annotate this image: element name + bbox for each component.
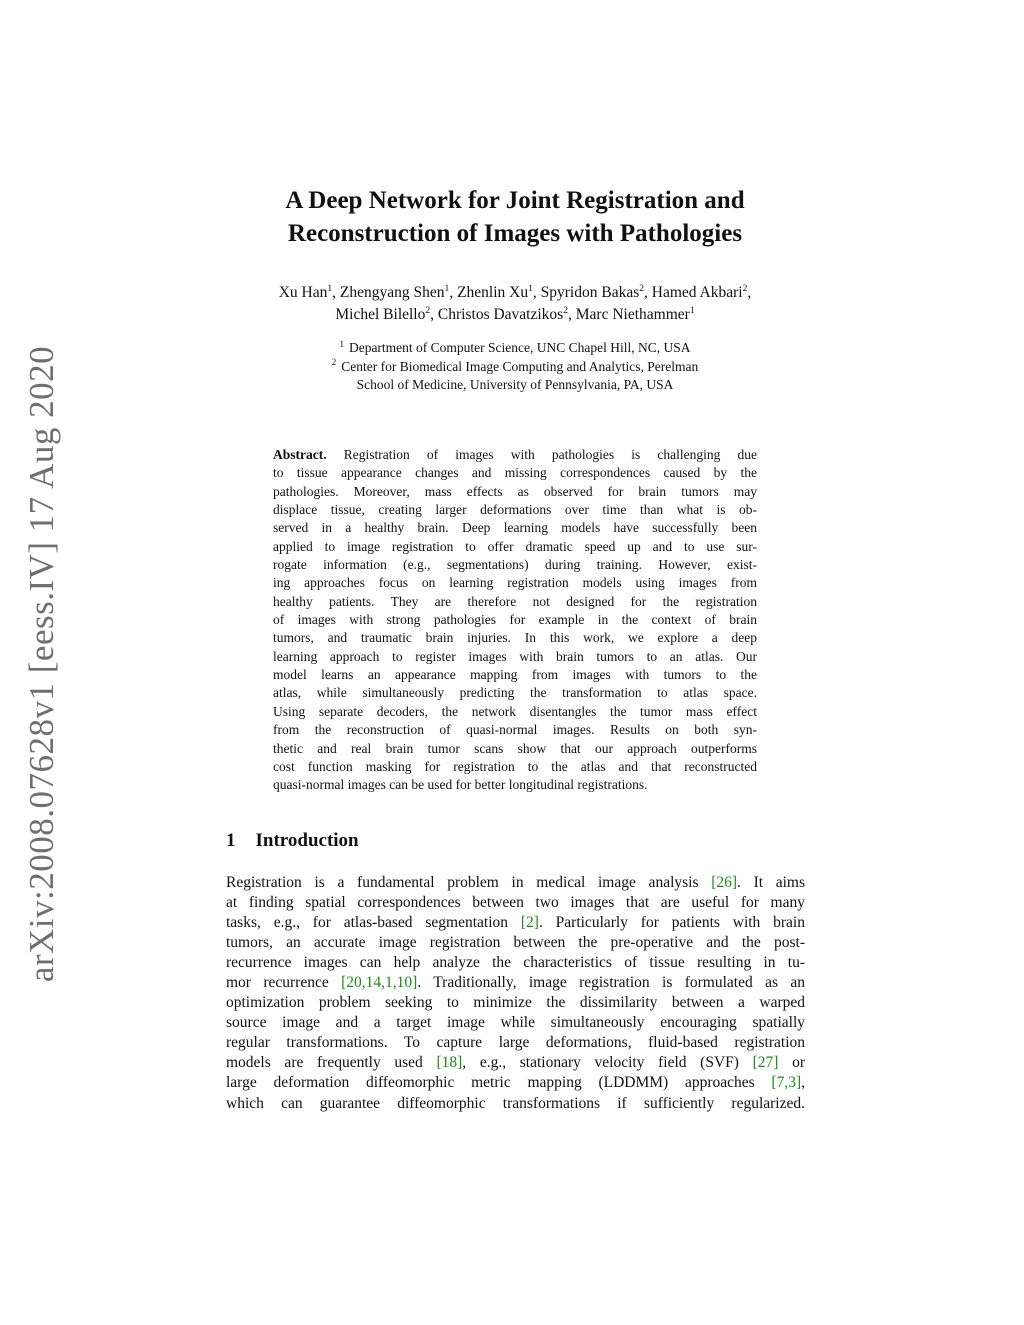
section-heading	[226, 828, 359, 854]
abstract-line: model learns an appearance mapping from images with tumors to the	[273, 667, 757, 683]
section-number: 1	[226, 830, 236, 851]
author: Zhengyang Shen	[339, 284, 445, 301]
author: Zhenlin Xu	[457, 284, 529, 301]
abstract-line: Using separate decoders, the network disentangles the tumor mass effect	[273, 703, 757, 719]
body-line	[226, 973, 805, 993]
abstract-line: cost function masking for registration to the atlas and that reconstructed	[273, 758, 757, 774]
body-line: tumors, an accurate image registration between the pre-operative and the post-	[226, 934, 805, 952]
abstract-line	[273, 446, 757, 464]
affiliation-2-cont: School of Medicine, University of Pennsylvania, PA, USA	[356, 377, 674, 392]
body-line	[226, 1053, 805, 1073]
body-text: large deformation diffeomorphic metric mapping (LDDMM) approaches	[226, 1074, 772, 1092]
citation-link[interactable]: [27]	[752, 1054, 779, 1072]
affiliation-1	[200, 339, 830, 358]
affiliations	[200, 339, 830, 395]
abstract-line: rogate information (e.g., segmentations) during training. However, exist-	[273, 557, 757, 573]
abstract	[273, 446, 757, 795]
abstract-line: healthy patients. They are therefore not designed for the registration	[273, 593, 757, 609]
abstract-line: applied to image registration to offer dramatic speed up and to use sur-	[273, 538, 757, 554]
author-affil: 2	[425, 304, 431, 316]
body-line: source image and a target image while simultaneously encouraging spatially	[226, 1014, 805, 1032]
author: Michel Bilello	[335, 306, 426, 323]
author-line-2: Michel Bilello$^2$, Christos Davatzikos$^2$, Marc Niethammer$^1$	[335, 304, 695, 323]
paper-title	[200, 184, 830, 250]
intro-paragraph	[226, 873, 805, 1114]
abstract-line: from the reconstruction of quasi-normal images. Results on both syn-	[273, 722, 757, 738]
author-line-1: Xu Han$^1$, Zhengyang Shen$^1$, Zhenlin Xu$^1$, Spyridon Bakas$^2$, Hamed Akbari$^2$,	[278, 282, 752, 301]
body-line	[226, 873, 805, 893]
abstract-line: to tissue appearance changes and missing correspondences caused by the	[273, 465, 757, 481]
abstract-line: of images with strong pathologies for example in the context of brain	[273, 612, 757, 628]
arxiv-id: arXiv:2008.07628v1 [eess.IV] 17 Aug 2020	[22, 345, 61, 983]
abstract-line: thetic and real brain tumor scans show that our approach outperforms	[273, 740, 757, 756]
body-line: recurrence images can help analyze the characteristics of tissue resulting in tu-	[226, 954, 805, 972]
author: Xu Han	[278, 284, 328, 301]
abstract-label: Abstract.	[273, 447, 327, 462]
abstract-line: displace tissue, creating larger deformations over time than what is ob-	[273, 502, 757, 518]
author: Hamed Akbari	[651, 284, 743, 301]
author-affil: 2	[563, 304, 568, 316]
body-text: models are frequently used	[226, 1054, 437, 1072]
title-line-2: Reconstruction of Images with Pathologies	[287, 220, 743, 247]
author: Christos Davatzikos	[437, 306, 564, 323]
abstract-text: Registration of images with pathologies is challenging due	[343, 447, 757, 462]
abstract-line: quasi-normal images can be used for better longitudinal registrations.	[273, 777, 648, 793]
body-line: which can guarantee diffeomorphic transformations if sufficiently regularized.	[226, 1094, 805, 1112]
citation-link[interactable]: [7,3]	[771, 1074, 802, 1092]
author-list	[200, 282, 830, 326]
arxiv-stamp	[24, 344, 60, 984]
body-line: optimization problem seeking to minimize the dissimilarity between a warped	[226, 994, 805, 1012]
abstract-line: served in a healthy brain. Deep learning models have successfully been	[273, 520, 757, 536]
citation-link[interactable]: [18]	[436, 1054, 463, 1072]
affiliation-2	[200, 358, 830, 377]
abstract-line: tumors, and traumatic brain injuries. In this work, we explore a deep	[273, 630, 757, 646]
body-text: . Traditionally, image registration is formulated as an	[417, 974, 805, 992]
author-affil: 1	[689, 304, 695, 316]
citation-link[interactable]: [2]	[520, 914, 539, 932]
author-affil: 2	[742, 282, 748, 294]
author-affil: 1	[327, 282, 333, 294]
body-line	[226, 913, 805, 933]
abstract-line: atlas, while simultaneously predicting the transformation to atlas space.	[273, 685, 757, 701]
citation-link[interactable]: [26]	[711, 874, 738, 891]
abstract-line: pathologies. Moreover, mass effects as observed for brain tumors may	[273, 483, 757, 499]
affiliation-text: Center for Biomedical Image Computing and Analytics, Perelman	[341, 358, 699, 374]
body-text: Registration is a fundamental problem in medical image analysis	[226, 874, 712, 891]
citation-link[interactable]: [20,14,1,10]	[341, 974, 418, 992]
body-line: regular transformations. To capture large deformations, fluid-based registration	[226, 1034, 805, 1052]
section-title: Introduction	[255, 830, 359, 851]
abstract-line: learning approach to register images with brain tumors to an atlas. Our	[273, 648, 757, 664]
body-text: or	[778, 1054, 805, 1072]
body-text: mor recurrence	[226, 974, 342, 992]
body-text: , e.g., stationary velocity field (SVF)	[462, 1054, 753, 1072]
body-text: . It aims	[737, 874, 805, 891]
body-text: ,	[801, 1074, 805, 1092]
body-text: tasks, e.g., for atlas-based segmentation	[226, 914, 521, 932]
affiliation-text: Department of Computer Science, UNC Chapel Hill, NC, USA	[348, 340, 691, 355]
affiliation-mark: 2	[331, 357, 337, 367]
author-affil: 1	[444, 282, 450, 294]
body-line	[226, 1073, 805, 1093]
title-line-1: A Deep Network for Joint Registration and	[285, 187, 745, 214]
author-affil: 2	[639, 282, 645, 294]
body-line: at finding spatial correspondences between two images that are useful for many	[226, 894, 805, 912]
author: Marc Niethammer	[575, 306, 690, 323]
author: Spyridon Bakas	[540, 284, 640, 301]
abstract-line: ing approaches focus on learning registration models using images from	[273, 575, 757, 591]
author-affil: 1	[528, 282, 533, 294]
body-text: . Particularly for patients with brain	[538, 914, 805, 932]
affiliation-mark: 1	[339, 338, 344, 349]
